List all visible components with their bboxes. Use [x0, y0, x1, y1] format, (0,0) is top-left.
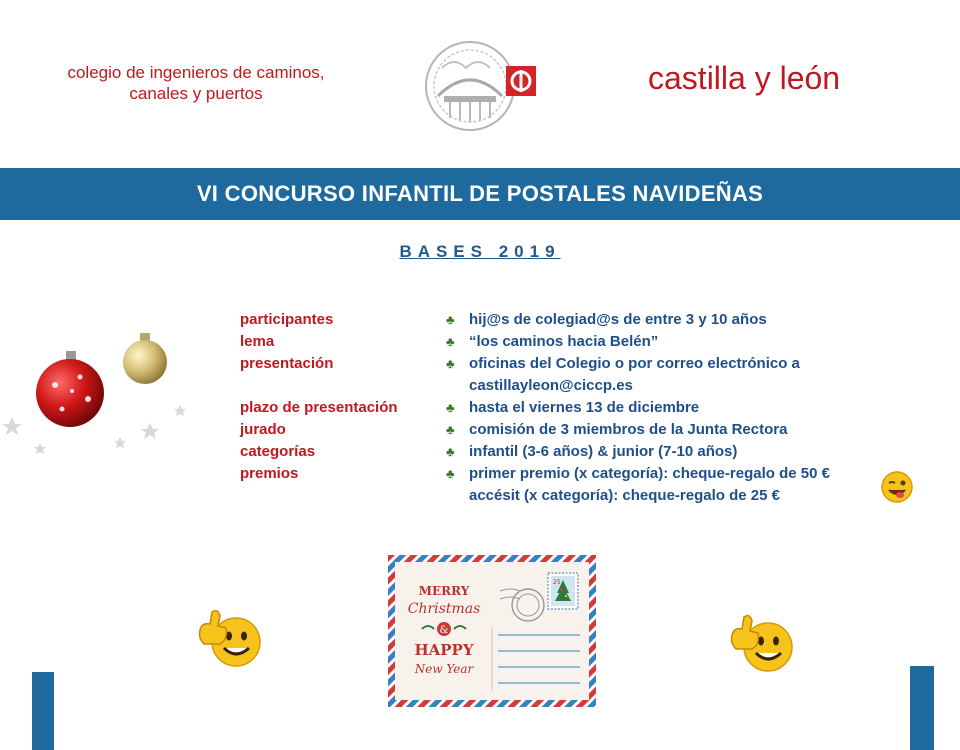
- contest-title: VI CONCURSO INFANTIL DE POSTALES NAVIDEÑAS: [196, 181, 764, 206]
- rule-label: plazo de presentación: [240, 399, 398, 416]
- seal-logo-icon: [420, 38, 540, 134]
- club-bullet-icon: ♣: [446, 444, 455, 459]
- rule-label: premios: [240, 465, 299, 482]
- rule-label: lema: [240, 333, 275, 350]
- rule-label: participantes: [240, 311, 334, 328]
- thumbs-up-emoji-icon-right: [728, 605, 798, 675]
- bases-subtitle-wrap: [0, 242, 960, 262]
- club-bullet-icon: ♣: [446, 334, 455, 349]
- rule-label: jurado: [240, 421, 286, 438]
- rule-value: comisión de 3 miembros de la Junta Rectora: [469, 421, 788, 438]
- winking-emoji-icon: [880, 470, 914, 504]
- postcard-merry: MERRY: [418, 584, 470, 598]
- title-banner: [0, 168, 960, 220]
- ornaments-icon: [0, 325, 200, 455]
- rule-value: infantil (3-6 años) & junior (7-10 años): [469, 443, 738, 460]
- rule-value: “los caminos hacia Belén”: [469, 333, 659, 350]
- rule-value: accésit (x categoría): cheque-regalo de 25 €: [469, 487, 780, 504]
- organization-name-line1: colegio de ingenieros de caminos,: [67, 63, 325, 82]
- club-bullet-icon: ♣: [446, 422, 455, 437]
- club-bullet-icon: ♣: [446, 312, 455, 327]
- postcard-icon: [388, 555, 596, 707]
- organization-name-line2: canales y puertos: [129, 84, 263, 103]
- rule-value: oficinas del Colegio o por correo electrónico a: [469, 355, 800, 372]
- rule-label: categorías: [240, 443, 316, 460]
- postcard-christmas: Christmas: [407, 601, 481, 617]
- rule-label: presentación: [240, 355, 334, 372]
- postcard-ampersand: &: [439, 625, 449, 636]
- rule-value: castillayleon@ciccp.es: [469, 377, 633, 394]
- club-bullet-icon: ♣: [446, 400, 455, 415]
- bottom-left-bar: [32, 672, 54, 750]
- postcard-happy: HAPPY: [414, 641, 474, 659]
- postcard-stamp-number: 25: [553, 579, 561, 586]
- rule-value: hasta el viernes 13 de diciembre: [469, 399, 700, 416]
- postcard-new-year: New Year: [414, 662, 474, 676]
- bottom-right-bar: [910, 666, 934, 750]
- thumbs-up-emoji-icon: [196, 600, 266, 670]
- rule-value: hij@s de colegiad@s de entre 3 y 10 años: [469, 311, 767, 328]
- rule-value: primer premio (x categoría): cheque-regalo de 50 €: [469, 465, 830, 482]
- organization-name: [16, 62, 376, 104]
- region-title: castilla y león: [648, 60, 841, 96]
- bases-subtitle: BASES 2019: [399, 242, 561, 261]
- club-bullet-icon: ♣: [446, 466, 455, 481]
- club-bullet-icon: ♣: [446, 356, 455, 371]
